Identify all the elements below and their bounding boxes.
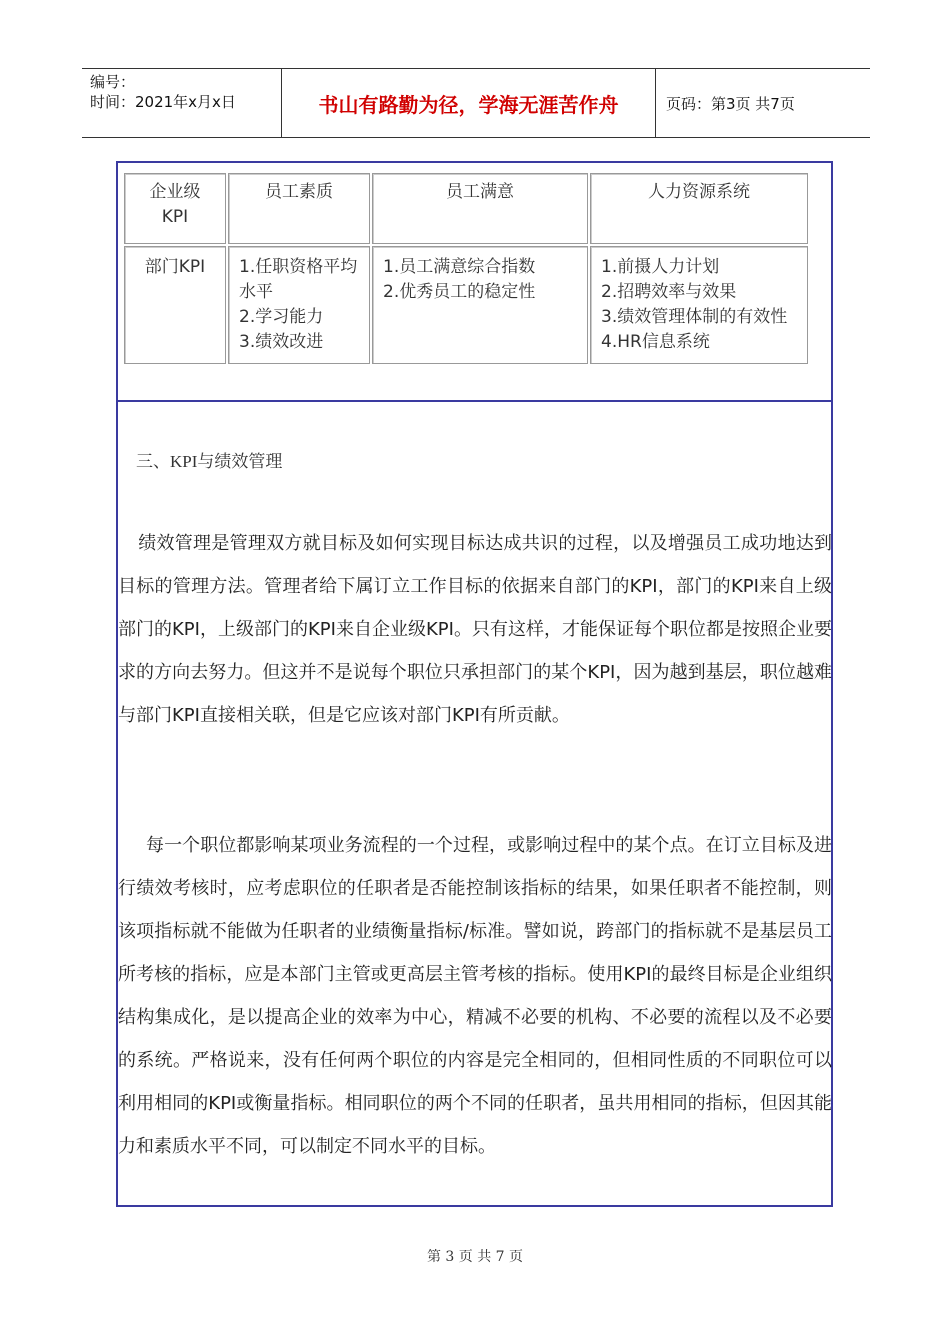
kpi-header-cell: 员工素质 <box>228 173 370 244</box>
kpi-cell-staff-quality <box>228 246 370 364</box>
kpi-item: 2.学习能力 <box>239 307 324 327</box>
header-motto: 书山有路勤为径，学海无涯苦作舟 <box>282 69 656 137</box>
kpi-header-cell: 员工满意 <box>372 173 588 244</box>
kpi-item: 2.优秀员工的稳定性 <box>383 282 536 302</box>
kpi-item: 4.HR信息系统 <box>601 332 710 352</box>
header-page-info: 页码：第3页 共7页 <box>666 94 795 113</box>
header-number-label: 编号： <box>90 73 136 91</box>
kpi-item: 1.前摄人力计划 <box>601 257 720 277</box>
kpi-item: 3.绩效改进 <box>239 332 324 352</box>
kpi-header-cell: 企业级KPI <box>124 173 226 244</box>
page-footer: 第 3 页 共 7 页 <box>426 1249 524 1265</box>
page-header <box>82 68 870 138</box>
kpi-header-row <box>124 173 808 244</box>
paragraph: 绩效管理是管理双方就目标及如何实现目标达成共识的过程，以及增强员工成功地达到目标的管理方法。管理者给下属订立工作目标的依据来自部门的KPI，部门的KPI来自上级部门的KPI，上级部门的KPI来自企业级KPI。只有这样，才能保证每个职位都是按照企业要求的方向去努力。但这并不是说每个职位只承担部门的某个KPI，因为越到基层，职位越难与部门KPI直接相关联，但是它应该对部门KPI有所贡献。 <box>118 533 832 726</box>
kpi-item: 1.任职资格平均水平 <box>239 257 358 302</box>
header-meta <box>82 69 282 137</box>
kpi-cell-staff-satisfaction <box>372 246 588 364</box>
kpi-item: 3.绩效管理体制的有效性 <box>601 307 788 327</box>
kpi-cell-hr-system <box>590 246 808 364</box>
paragraph: 每一个职位都影响某项业务流程的一个过程，或影响过程中的某个点。在订立目标及进行绩效考核时，应考虑职位的任职者是否能控制该指标的结果，如果任职者不能控制，则该项指标就不能做为任职者的业绩衡量指标/标准。譬如说，跨部门的指标就不是基层员工所考核的指标，应是本部门主管或更高层主管考核的指标。使用KPI的最终目标是企业组织结构集成化，是以提高企业的效率为中心，精减不必要的机构、不必要的流程以及不必要的系统。严格说来，没有任何两个职位的内容是完全相同的，但相同性质的不同职位可以利用相同的KPI或衡量指标。相同职位的两个不同的任职者，虽共用相同的指标，但因其能力和素质水平不同，可以制定不同水平的目标。 <box>118 835 832 1157</box>
kpi-item: 1.员工满意综合指数 <box>383 257 536 277</box>
kpi-table <box>122 171 810 366</box>
kpi-item: 2.招聘效率与效果 <box>601 282 737 302</box>
kpi-header-cell: 人力资源系统 <box>590 173 808 244</box>
header-date: 时间：2021年x月x日 <box>90 93 236 111</box>
kpi-row-label: 部门KPI <box>124 246 226 364</box>
kpi-table-box <box>118 163 831 402</box>
section-title: 三、KPI与绩效管理 <box>136 452 283 471</box>
kpi-dept-row <box>124 246 808 364</box>
